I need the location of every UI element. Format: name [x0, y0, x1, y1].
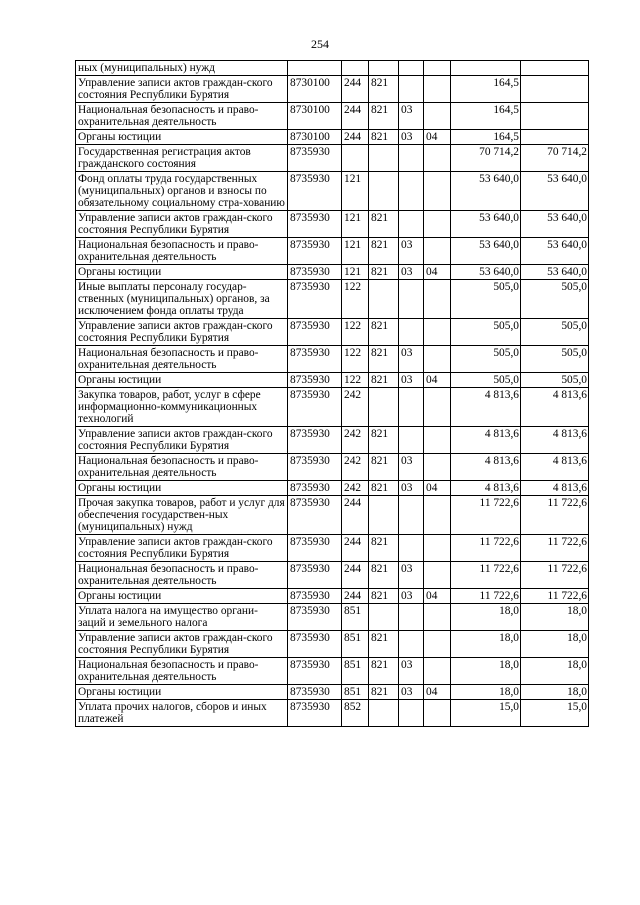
cell-expense-type: 244 — [342, 496, 369, 535]
cell-subsection: 04 — [424, 130, 451, 145]
cell-sum-1: 4 813,6 — [451, 388, 521, 427]
cell-section: 03 — [399, 373, 424, 388]
cell-subsection: 04 — [424, 589, 451, 604]
cell-department — [369, 388, 399, 427]
cell-name: Органы юстиции — [76, 685, 288, 700]
cell-section — [399, 145, 424, 172]
table-row — [76, 61, 589, 76]
cell-target-article: 8735930 — [288, 172, 342, 211]
cell-section: 03 — [399, 238, 424, 265]
cell-sum-1: 505,0 — [451, 373, 521, 388]
cell-sum-1: 4 813,6 — [451, 481, 521, 496]
cell-sum-1: 164,5 — [451, 103, 521, 130]
cell-subsection: 04 — [424, 481, 451, 496]
cell-sum-1: 4 813,6 — [451, 454, 521, 481]
cell-sum-2: 53 640,0 — [521, 172, 589, 211]
cell-section — [399, 535, 424, 562]
cell-sum-2: 53 640,0 — [521, 265, 589, 280]
cell-expense-type: 121 — [342, 238, 369, 265]
cell-sum-1: 11 722,6 — [451, 496, 521, 535]
cell-sum-2: 505,0 — [521, 319, 589, 346]
cell-sum-2: 18,0 — [521, 685, 589, 700]
cell-subsection: 04 — [424, 685, 451, 700]
cell-sum-2: 18,0 — [521, 604, 589, 631]
cell-sum-1: 505,0 — [451, 319, 521, 346]
cell-subsection — [424, 658, 451, 685]
table-row — [76, 685, 589, 700]
cell-expense-type: 851 — [342, 658, 369, 685]
table-row — [76, 496, 589, 535]
cell-name: Управление записи актов граждан-ского состояния Республики Бурятия — [76, 631, 288, 658]
cell-section: 03 — [399, 346, 424, 373]
cell-sum-2 — [521, 130, 589, 145]
cell-target-article: 8730100 — [288, 76, 342, 103]
cell-department: 821 — [369, 535, 399, 562]
cell-subsection — [424, 604, 451, 631]
cell-section: 03 — [399, 103, 424, 130]
cell-subsection — [424, 562, 451, 589]
cell-subsection — [424, 454, 451, 481]
cell-name: Закупка товаров, работ, услуг в сфере информационно-коммуникационных технологий — [76, 388, 288, 427]
cell-name: Национальная безопасность и право-охранительная деятельность — [76, 346, 288, 373]
cell-name: Управление записи актов граждан-ского состояния Республики Бурятия — [76, 427, 288, 454]
cell-expense-type: 851 — [342, 604, 369, 631]
cell-expense-type: 242 — [342, 388, 369, 427]
cell-sum-1: 11 722,6 — [451, 589, 521, 604]
cell-target-article: 8735930 — [288, 388, 342, 427]
cell-expense-type: 852 — [342, 700, 369, 727]
cell-name: Органы юстиции — [76, 373, 288, 388]
cell-section — [399, 172, 424, 211]
cell-expense-type — [342, 145, 369, 172]
cell-sum-1: 505,0 — [451, 346, 521, 373]
cell-name: Уплата прочих налогов, сборов и иных платежей — [76, 700, 288, 727]
cell-expense-type: 244 — [342, 103, 369, 130]
cell-section — [399, 76, 424, 103]
cell-department: 821 — [369, 427, 399, 454]
cell-sum-2: 53 640,0 — [521, 238, 589, 265]
table-row — [76, 481, 589, 496]
cell-section: 03 — [399, 658, 424, 685]
table-row — [76, 454, 589, 481]
table-row — [76, 373, 589, 388]
cell-expense-type: 242 — [342, 454, 369, 481]
cell-subsection — [424, 700, 451, 727]
cell-sum-1: 18,0 — [451, 658, 521, 685]
cell-section: 03 — [399, 481, 424, 496]
cell-sum-1: 164,5 — [451, 76, 521, 103]
cell-sum-2: 15,0 — [521, 700, 589, 727]
cell-sum-2: 505,0 — [521, 346, 589, 373]
cell-sum-1: 4 813,6 — [451, 427, 521, 454]
cell-name: Органы юстиции — [76, 481, 288, 496]
table-row — [76, 604, 589, 631]
cell-sum-1: 505,0 — [451, 280, 521, 319]
cell-department: 821 — [369, 373, 399, 388]
cell-sum-2: 11 722,6 — [521, 535, 589, 562]
cell-target-article: 8735930 — [288, 700, 342, 727]
cell-department — [369, 280, 399, 319]
cell-name: Управление записи актов граждан-ского состояния Республики Бурятия — [76, 319, 288, 346]
budget-table — [75, 60, 589, 727]
cell-expense-type: 121 — [342, 211, 369, 238]
cell-target-article: 8730100 — [288, 130, 342, 145]
cell-section: 03 — [399, 562, 424, 589]
cell-department: 821 — [369, 76, 399, 103]
cell-sum-2: 4 813,6 — [521, 427, 589, 454]
cell-subsection — [424, 346, 451, 373]
cell-section — [399, 388, 424, 427]
cell-target-article: 8735930 — [288, 238, 342, 265]
cell-subsection — [424, 238, 451, 265]
cell-sum-2: 70 714,2 — [521, 145, 589, 172]
cell-sum-1: 18,0 — [451, 631, 521, 658]
cell-expense-type: 244 — [342, 589, 369, 604]
cell-target-article: 8735930 — [288, 319, 342, 346]
cell-expense-type: 122 — [342, 280, 369, 319]
cell-department: 821 — [369, 211, 399, 238]
cell-target-article: 8735930 — [288, 589, 342, 604]
cell-department: 821 — [369, 130, 399, 145]
cell-section — [399, 211, 424, 238]
cell-subsection — [424, 535, 451, 562]
cell-department: 821 — [369, 631, 399, 658]
cell-target-article: 8735930 — [288, 685, 342, 700]
cell-sum-1: 53 640,0 — [451, 172, 521, 211]
cell-sum-1 — [451, 61, 521, 76]
cell-subsection: 04 — [424, 373, 451, 388]
cell-department — [369, 61, 399, 76]
cell-sum-1: 11 722,6 — [451, 562, 521, 589]
cell-sum-2: 4 813,6 — [521, 454, 589, 481]
cell-expense-type: 122 — [342, 373, 369, 388]
cell-target-article: 8730100 — [288, 103, 342, 130]
table-row — [76, 631, 589, 658]
table-row — [76, 427, 589, 454]
cell-sum-2: 18,0 — [521, 658, 589, 685]
cell-target-article: 8735930 — [288, 145, 342, 172]
cell-subsection — [424, 319, 451, 346]
cell-section — [399, 631, 424, 658]
cell-sum-2: 18,0 — [521, 631, 589, 658]
cell-subsection — [424, 631, 451, 658]
cell-target-article: 8735930 — [288, 211, 342, 238]
cell-subsection — [424, 172, 451, 211]
table-row — [76, 172, 589, 211]
cell-department — [369, 172, 399, 211]
cell-expense-type: 122 — [342, 346, 369, 373]
cell-name: Национальная безопасность и право-охранительная деятельность — [76, 562, 288, 589]
cell-sum-2: 53 640,0 — [521, 211, 589, 238]
cell-expense-type: 244 — [342, 76, 369, 103]
cell-department: 821 — [369, 685, 399, 700]
cell-section — [399, 319, 424, 346]
cell-sum-2: 11 722,6 — [521, 562, 589, 589]
table-row — [76, 535, 589, 562]
cell-target-article: 8735930 — [288, 481, 342, 496]
cell-department: 821 — [369, 103, 399, 130]
cell-expense-type: 244 — [342, 562, 369, 589]
cell-target-article — [288, 61, 342, 76]
cell-subsection: 04 — [424, 265, 451, 280]
cell-name: Фонд оплаты труда государственных (муниципальных) органов и взносы по обязательному социальному стра-хованию — [76, 172, 288, 211]
cell-department: 821 — [369, 346, 399, 373]
cell-subsection — [424, 496, 451, 535]
cell-department: 821 — [369, 589, 399, 604]
cell-section: 03 — [399, 685, 424, 700]
page-number: 254 — [311, 37, 329, 51]
table-row — [76, 658, 589, 685]
cell-sum-2: 505,0 — [521, 280, 589, 319]
table-row — [76, 280, 589, 319]
cell-target-article: 8735930 — [288, 265, 342, 280]
cell-subsection — [424, 145, 451, 172]
cell-sum-2: 4 813,6 — [521, 481, 589, 496]
table-row — [76, 211, 589, 238]
cell-target-article: 8735930 — [288, 454, 342, 481]
cell-sum-2: 4 813,6 — [521, 388, 589, 427]
cell-name: Национальная безопасность и право-охранительная деятельность — [76, 238, 288, 265]
cell-sum-1: 53 640,0 — [451, 211, 521, 238]
cell-target-article: 8735930 — [288, 604, 342, 631]
cell-department: 821 — [369, 238, 399, 265]
cell-section — [399, 61, 424, 76]
table-row — [76, 145, 589, 172]
cell-expense-type — [342, 61, 369, 76]
table-row — [76, 700, 589, 727]
cell-target-article: 8735930 — [288, 496, 342, 535]
cell-name: Национальная безопасность и право-охранительная деятельность — [76, 103, 288, 130]
cell-name: Управление записи актов граждан-ского состояния Республики Бурятия — [76, 535, 288, 562]
cell-target-article: 8735930 — [288, 427, 342, 454]
cell-name: Государственная регистрация актов гражданского состояния — [76, 145, 288, 172]
cell-sum-1: 70 714,2 — [451, 145, 521, 172]
cell-sum-1: 18,0 — [451, 604, 521, 631]
cell-subsection — [424, 280, 451, 319]
cell-expense-type: 122 — [342, 319, 369, 346]
cell-department: 821 — [369, 265, 399, 280]
cell-department: 821 — [369, 481, 399, 496]
cell-sum-1: 164,5 — [451, 130, 521, 145]
cell-department — [369, 496, 399, 535]
cell-subsection — [424, 427, 451, 454]
cell-name: Национальная безопасность и право-охранительная деятельность — [76, 658, 288, 685]
cell-department — [369, 145, 399, 172]
table-row — [76, 388, 589, 427]
cell-department: 821 — [369, 658, 399, 685]
cell-sum-2: 505,0 — [521, 373, 589, 388]
cell-expense-type: 244 — [342, 130, 369, 145]
cell-name: Управление записи актов граждан-ского состояния Республики Бурятия — [76, 76, 288, 103]
cell-name: Прочая закупка товаров, работ и услуг для обеспечения государствен-ных (муниципальных) нужд — [76, 496, 288, 535]
cell-sum-1: 18,0 — [451, 685, 521, 700]
cell-expense-type: 851 — [342, 631, 369, 658]
cell-subsection — [424, 76, 451, 103]
cell-subsection — [424, 103, 451, 130]
cell-target-article: 8735930 — [288, 658, 342, 685]
cell-sum-1: 15,0 — [451, 700, 521, 727]
cell-name: Органы юстиции — [76, 265, 288, 280]
cell-section: 03 — [399, 454, 424, 481]
cell-sum-1: 53 640,0 — [451, 265, 521, 280]
cell-name: Органы юстиции — [76, 589, 288, 604]
cell-department: 821 — [369, 562, 399, 589]
cell-sum-1: 53 640,0 — [451, 238, 521, 265]
cell-target-article: 8735930 — [288, 631, 342, 658]
cell-section — [399, 427, 424, 454]
cell-sum-2 — [521, 61, 589, 76]
cell-name: Управление записи актов граждан-ского состояния Республики Бурятия — [76, 211, 288, 238]
cell-name: Иные выплаты персоналу государ-ственных (муниципальных) органов, за исключением фонда оплаты труда — [76, 280, 288, 319]
cell-subsection — [424, 61, 451, 76]
cell-expense-type: 121 — [342, 265, 369, 280]
table-row — [76, 76, 589, 103]
cell-sum-2 — [521, 103, 589, 130]
cell-subsection — [424, 211, 451, 238]
table-row — [76, 319, 589, 346]
cell-section — [399, 280, 424, 319]
table-row — [76, 238, 589, 265]
cell-section: 03 — [399, 130, 424, 145]
cell-name: Уплата налога на имущество органи-заций и земельного налога — [76, 604, 288, 631]
table-row — [76, 130, 589, 145]
cell-department — [369, 604, 399, 631]
cell-expense-type: 121 — [342, 172, 369, 211]
cell-section — [399, 496, 424, 535]
cell-section: 03 — [399, 265, 424, 280]
cell-department — [369, 700, 399, 727]
cell-sum-2: 11 722,6 — [521, 496, 589, 535]
cell-target-article: 8735930 — [288, 373, 342, 388]
cell-expense-type: 242 — [342, 427, 369, 454]
cell-sum-2 — [521, 76, 589, 103]
cell-target-article: 8735930 — [288, 562, 342, 589]
cell-expense-type: 851 — [342, 685, 369, 700]
table-row — [76, 265, 589, 280]
cell-target-article: 8735930 — [288, 535, 342, 562]
cell-subsection — [424, 388, 451, 427]
cell-sum-2: 11 722,6 — [521, 589, 589, 604]
cell-expense-type: 244 — [342, 535, 369, 562]
table-row — [76, 346, 589, 373]
cell-name: Органы юстиции — [76, 130, 288, 145]
cell-expense-type: 242 — [342, 481, 369, 496]
cell-name: Национальная безопасность и право-охранительная деятельность — [76, 454, 288, 481]
cell-section — [399, 604, 424, 631]
cell-name: ных (муниципальных) нужд — [76, 61, 288, 76]
table-row — [76, 589, 589, 604]
cell-section: 03 — [399, 589, 424, 604]
cell-target-article: 8735930 — [288, 346, 342, 373]
cell-target-article: 8735930 — [288, 280, 342, 319]
table-row — [76, 103, 589, 130]
cell-department: 821 — [369, 454, 399, 481]
table-row — [76, 562, 589, 589]
cell-section — [399, 700, 424, 727]
cell-sum-1: 11 722,6 — [451, 535, 521, 562]
cell-department: 821 — [369, 319, 399, 346]
